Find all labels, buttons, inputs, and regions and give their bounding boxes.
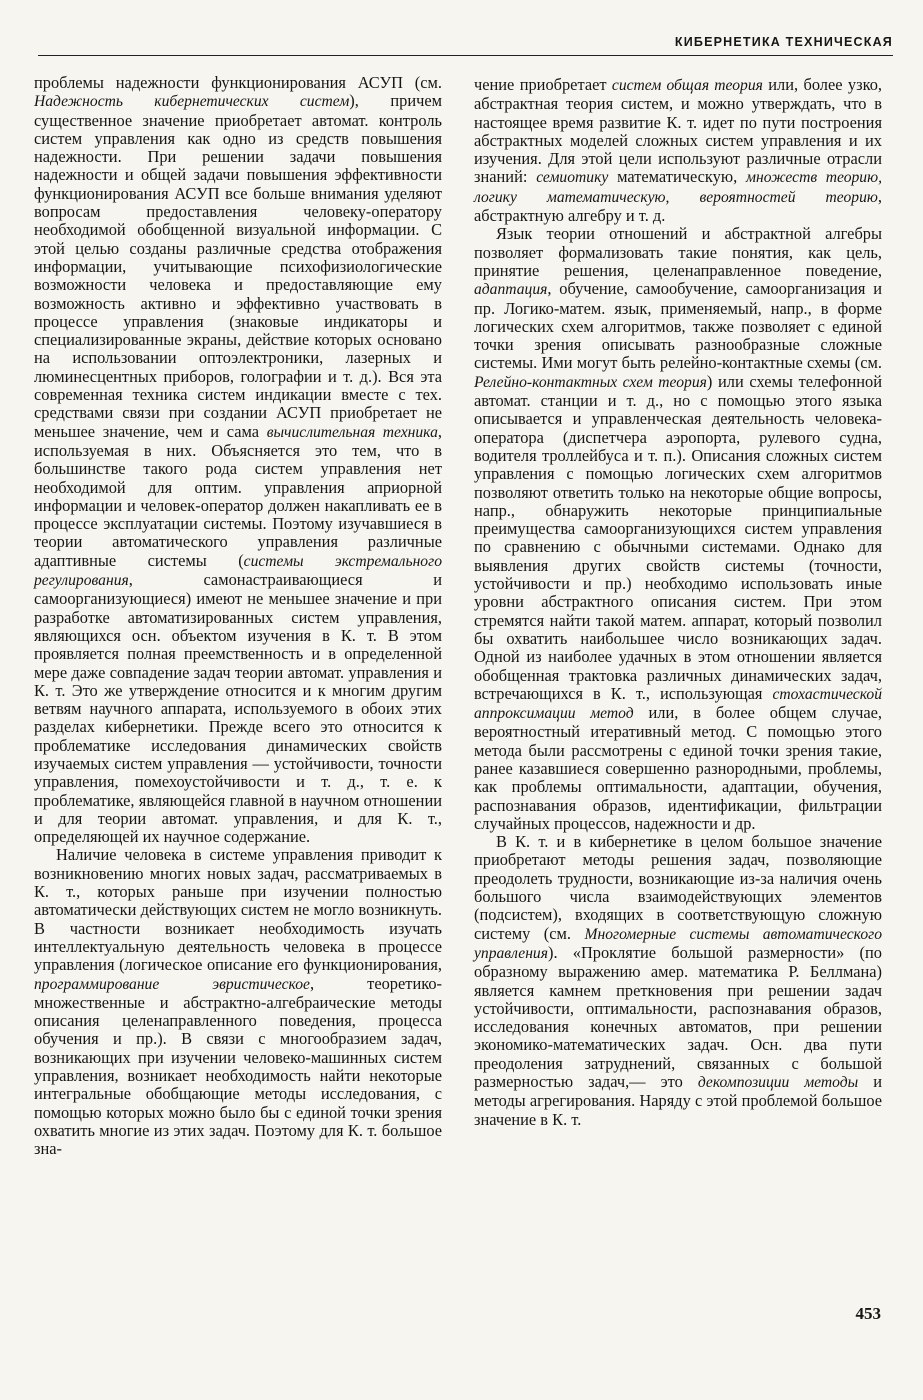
page-number: 453 xyxy=(855,1304,881,1323)
text-run: , абстрактную алгебру и т. д. xyxy=(474,186,882,226)
cross-reference: декомпозиции методы xyxy=(697,1074,859,1092)
cross-reference: системы экстремального регулирования xyxy=(34,552,442,590)
text-run: ). «Проклятие большой размерности» (по образному выражению амер. математика Р. Беллмана) является камнем преткновения при решении задач устойчивости, оптимальности, распознавания образов, исследования конечных автоматов, при решении экономико-математических задач. Осн. два пути преодоления затруднений, связанных с большой размерностью задач,— это xyxy=(474,942,882,1092)
cross-reference: стохастической аппроксимации метод xyxy=(474,685,882,723)
text-run: и методы агрегирования. Наряду с этой проблемой большое значение в К. т. xyxy=(474,1072,882,1129)
right-column xyxy=(474,76,882,1129)
text-run: В К. т. и в кибернетике в целом большое значение приобретают методы решения задач, позволяющие преодолеть трудности, возникающие из-за наличия очень большого числа взаимодействующих элементов (подсистем), входящих в соответствующую сложную систему (см. xyxy=(474,832,882,943)
paragraph xyxy=(474,833,882,1129)
text-run: или, более узко, абстрактная теория систем, и можно утверждать, что в настоящее время развитие К. т. идет по пути построения абстрактных моделей сложных систем управления и их изучения. Для этой цели используют различные отрасли знаний: xyxy=(474,75,882,187)
cross-reference: семиотику xyxy=(536,169,609,187)
cross-reference: Многомерные системы автоматического управления xyxy=(474,925,882,962)
text-run: чение приобретает xyxy=(474,75,612,94)
running-title: КИБЕРНЕТИКА ТЕХНИЧЕСКАЯ xyxy=(674,35,893,49)
cross-reference: множеств теорию, логику математическую, вероятностей теорию xyxy=(474,169,882,206)
paragraph xyxy=(474,225,882,833)
text-run: ), причем существенное значение приобретает автомат. контроль систем управления как одно из средств повышения надежности. При решении задачи повышения надежности и общей задачи повышения эффективности функционирования АСУП все больше внимания уделяют вопросам предоставления человеку-оператору необходимой обобщенной визуальной информации. С этой целью созданы различные средства отображения информации, учитывающие психофизиологические возможности человека и предоставляющие ему возможность активно и эффективно участвовать в процессе управления (знаковые индикаторы и специализированные экраны, действие которых основано на использовании оптоэлектроники, лазерных и люминесцентных приборов, голографии и т. д.). Вся эта современная техника систем индикации вместе с тех. средствами связи при создании АСУП приобретает не меньшее значение, чем и сама xyxy=(34,91,442,441)
text-run: , теоретико-множественные и абстрактно-алгебраические методы описания целенаправленного поведения, процесса обучения и пр.). В связи с многообразием задач, возникающих при изучении человеко-машинных систем управления, возникает необходимость найти некоторые интегральные обобщающие методы исследования, с помощью которых можно было бы с единой точки зрения охватить многие из этих задач. Поэтому для К. т. большое зна- xyxy=(34,973,442,1159)
text-run: математическую, xyxy=(608,167,747,187)
text-run: ) или схемы телефонной автомат. станции и т. д., но с помощью этого языка описывается и управленческая деятельность человека-оператора (диспетчера аэропорта, рулевого судна, водителя троллейбуса и т. п.). Описания сложных систем управления с помощью логических схем алгоритмов позволяют ответить только на некоторые общие вопросы, напр., обнаружить некоторые принципиальные преимущества самоорганизующихся систем управления по сравнению с обычными системами. Однако для выявления других свойств системы (точности, устойчивости и пр.) необходимо использовать иные уровни абстрактного описания систем. При этом стремятся найти такой матем. аппарат, который позволил бы охватить наибольшее число возникающих задач. Одной из наиболее удачных в этом отношении является обобщенная трактовка различных динамических задач, встречающихся в К. т., использующая xyxy=(474,371,882,703)
cross-reference: систем общая теория xyxy=(611,77,763,94)
text-run: Язык теории отношений и абстрактной алгебры позволяет формализовать такие понятия, как цель, принятие решения, целенаправленное поведение, xyxy=(474,224,882,280)
paragraph xyxy=(474,76,882,225)
cross-reference: Релейно-контактных схем теория xyxy=(474,373,707,391)
cross-reference: программирование эвристическое xyxy=(34,975,310,993)
text-run: Наличие человека в системе управления приводит к возникновению многих новых задач, рассматриваемых в К. т., которых раньше при изучении полностью автоматически действующих систем не могло возникнуть. В частности возникает необходимость изучать интеллектуальную деятельность человека в процессе управления (логическое описание его функционирования, xyxy=(34,845,442,975)
text-run: или, в более общем случае, вероятностный итеративный метод. С помощью этого метода были рассмотрены с единой точки зрения такие, ранее казавшиеся совершенно разнородными, проблемы, как проблемы оптимальности, адаптации, обучения, распознавания образов, идентификации, фильтрации случайных процессов, надежности и др. xyxy=(474,703,882,833)
text-run: , самонастраивающиеся и самоорганизующиеся) имеют не меньшее значение и при разработке автоматизированных систем управления, являющихся осн. объектом изучения в К. т. В этом проявляется полная преемственность и в определенной мере даже совпадение задач теории автомат. управления и К. т. Это же утверждение относится и к многим другим ветвям научного аппарата, используемого в обоих этих разделах кибернетики. Прежде всего это относится к проблематике исследования динамических свойств изучаемых систем управления — устойчивости, точности управления, помехоустойчивости и т. д., т. е. к проблематике, являющейся главной в научном отношении и для теории автомат. управления, и для К. т., определяющей их научное содержание. xyxy=(34,570,442,847)
text-run: , обучение, самообучение, самоорганизация и пр. Логико-матем. язык, применяемый, напр., в форме логических схем алгоритмов, также позволяет с единой точки зрения описывать разнообразные сложные системы. Ими могут быть релейно-контактные схемы (см. xyxy=(474,279,882,373)
cross-reference: адаптация xyxy=(474,281,548,299)
paragraph xyxy=(34,846,442,1158)
text-run: , используемая в них. Объясняется это тем, что в большинстве такого рода систем управления нет необходимой для оптим. управления априорной информации и человек-оператор должен накапливать ее в процессе эксплуатации системы. Поэтому изучавшиеся в теории автоматического управления различные адаптивные системы ( xyxy=(34,421,442,570)
paragraph xyxy=(34,74,442,846)
cross-reference: вычислительная техника xyxy=(266,423,438,441)
cross-reference: Надежность кибернетических систем xyxy=(34,93,350,111)
left-column xyxy=(34,74,442,1159)
running-header xyxy=(38,33,893,56)
text-run: проблемы надежности функционирования АСУП (см. xyxy=(34,73,442,92)
